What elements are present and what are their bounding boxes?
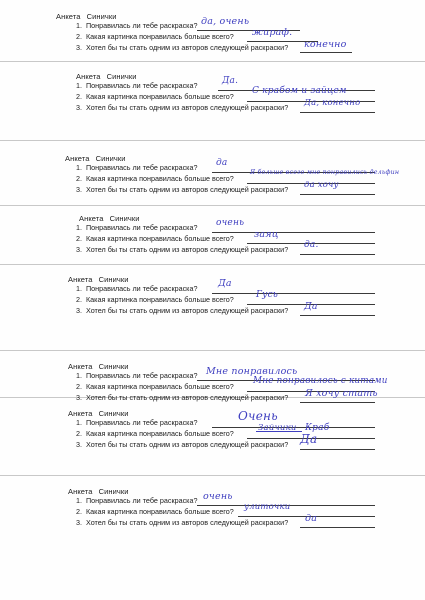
answer-1-handwriting: Да. xyxy=(222,76,239,86)
question-2 xyxy=(68,382,234,391)
questionnaire-card xyxy=(0,483,425,543)
question-text: Какая картинка понравилась больше всего? xyxy=(86,429,234,438)
answer-3-line xyxy=(300,52,352,53)
card-title-group: Синички xyxy=(98,409,129,418)
question-number: 3. xyxy=(76,518,82,527)
card-divider xyxy=(0,475,425,476)
question-1 xyxy=(68,284,197,293)
answer-2-handwriting: С крабом и зайцем xyxy=(252,86,347,96)
question-text: Хотел бы ты стать одним из авторов следующей раскраски? xyxy=(86,518,289,527)
card-title xyxy=(65,154,126,163)
question-number: 1. xyxy=(76,81,82,90)
answer-2-handwriting: Краб xyxy=(305,423,330,433)
question-2 xyxy=(68,92,234,101)
answer-2-handwriting: Я больше всего мне понравились дельфин xyxy=(250,169,400,176)
question-text: Хотел бы ты стать одним из авторов следующей раскраски? xyxy=(86,185,289,194)
answer-2-handwriting: Мне понравилось с китами xyxy=(253,376,388,386)
card-title-group: Синички xyxy=(98,275,129,284)
question-text: Хотел бы ты стать одним из авторов следующей раскраски? xyxy=(86,440,289,449)
card-title-label: Анкета xyxy=(56,12,81,21)
answer-3-line xyxy=(300,254,375,255)
card-title xyxy=(68,409,129,418)
answer-2-handwriting: заяц xyxy=(254,229,279,240)
card-title xyxy=(56,12,117,21)
question-text: Понравилась ли тебе раскраска? xyxy=(86,496,198,505)
card-title-group: Синички xyxy=(106,72,137,81)
questionnaire-card xyxy=(0,271,425,331)
question-number: 2. xyxy=(76,382,82,391)
question-3 xyxy=(68,440,288,449)
question-3 xyxy=(68,245,288,254)
question-number: 2. xyxy=(76,174,82,183)
question-text: Хотел бы ты стать одним из авторов следующей раскраски? xyxy=(86,103,289,112)
question-text: Понравилась ли тебе раскраска? xyxy=(86,284,198,293)
question-number: 1. xyxy=(76,223,82,232)
question-text: Хотел бы ты стать одним из авторов следующей раскраски? xyxy=(86,43,289,52)
card-title-label: Анкета xyxy=(68,362,93,371)
card-title-group: Синички xyxy=(86,12,117,21)
question-text: Хотел бы ты стать одним из авторов следующей раскраски? xyxy=(86,306,289,315)
question-1 xyxy=(68,21,197,30)
card-title xyxy=(68,362,129,371)
answer-3-handwriting: да xyxy=(305,513,318,524)
question-number: 3. xyxy=(76,245,82,254)
question-1 xyxy=(68,163,197,172)
answer-3-line xyxy=(300,402,375,403)
card-title-label: Анкета xyxy=(68,409,93,418)
answer-1-line xyxy=(212,293,375,294)
question-number: 1. xyxy=(76,21,82,30)
question-text: Какая картинка понравилась больше всего? xyxy=(86,32,234,41)
question-text: Какая картинка понравилась больше всего? xyxy=(86,507,234,516)
question-3 xyxy=(68,518,288,527)
answer-1-handwriting: очень xyxy=(203,491,233,502)
card-title xyxy=(76,72,137,81)
answer-3-handwriting: конечно xyxy=(304,39,347,50)
question-number: 3. xyxy=(76,43,82,52)
question-number: 3. xyxy=(76,185,82,194)
answer-3-line xyxy=(300,194,375,195)
card-title-group: Синички xyxy=(98,487,129,496)
card-title xyxy=(79,214,140,223)
question-number: 2. xyxy=(76,32,82,41)
question-text: Какая картинка понравилась больше всего? xyxy=(86,174,234,183)
answer-3-line xyxy=(300,527,375,528)
question-text: Понравилась ли тебе раскраска? xyxy=(86,223,198,232)
question-2 xyxy=(68,295,234,304)
answer-1-handwriting: да xyxy=(216,158,228,168)
question-text: Понравилась ли тебе раскраска? xyxy=(86,21,198,30)
question-text: Понравилась ли тебе раскраска? xyxy=(86,371,198,380)
card-title-label: Анкета xyxy=(68,275,93,284)
question-number: 2. xyxy=(76,295,82,304)
answer-1-handwriting: да, очень xyxy=(201,16,250,27)
question-text: Какая картинка понравилась больше всего? xyxy=(86,234,234,243)
question-text: Понравилась ли тебе раскраска? xyxy=(86,81,198,90)
question-1 xyxy=(68,371,197,380)
question-3 xyxy=(68,185,288,194)
question-text: Понравилась ли тебе раскраска? xyxy=(86,163,198,172)
answer-3-line xyxy=(300,449,375,450)
card-title-label: Анкета xyxy=(65,154,90,163)
question-number: 1. xyxy=(76,284,82,293)
card-divider xyxy=(0,350,425,351)
question-2 xyxy=(68,507,234,516)
question-3 xyxy=(68,43,288,52)
answer-1-handwriting: Мне понравилось xyxy=(206,366,298,377)
question-1 xyxy=(68,418,197,427)
question-2 xyxy=(68,429,234,438)
answer-2-handwriting: улиточки xyxy=(244,502,291,512)
questionnaire-card xyxy=(0,150,425,210)
answer-3-handwriting: Да xyxy=(300,432,318,446)
question-text: Хотел бы ты стать одним из авторов следующей раскраски? xyxy=(86,245,289,254)
answer-3-handwriting: Я хочу стать xyxy=(305,388,378,399)
answer-3-handwriting: Да, конечно xyxy=(304,98,361,108)
question-number: 2. xyxy=(76,234,82,243)
answer-1-handwriting: очень xyxy=(216,218,245,228)
answer-1-handwriting: Да xyxy=(218,278,232,289)
question-2 xyxy=(68,234,234,243)
card-title-label: Анкета xyxy=(68,487,93,496)
card-title-label: Анкета xyxy=(76,72,101,81)
question-3 xyxy=(68,306,288,315)
answer-3-handwriting: да. xyxy=(304,240,319,250)
question-number: 1. xyxy=(76,163,82,172)
answer-1-handwriting: Очень xyxy=(238,409,278,423)
question-2 xyxy=(68,174,234,183)
question-text: Какая картинка понравилась больше всего? xyxy=(86,295,234,304)
answer-2-struck-word: Зайчики xyxy=(258,423,297,433)
card-title xyxy=(68,275,129,284)
card-title-label: Анкета xyxy=(79,214,104,223)
question-1 xyxy=(68,223,197,232)
question-text: Понравилась ли тебе раскраска? xyxy=(86,418,198,427)
question-1 xyxy=(68,81,197,90)
answer-3-line xyxy=(300,112,375,113)
question-text: Какая картинка понравилась больше всего? xyxy=(86,382,234,391)
question-number: 1. xyxy=(76,496,82,505)
question-text: Хотел бы ты стать одним из авторов следующей раскраски? xyxy=(86,393,289,402)
question-number: 3. xyxy=(76,103,82,112)
question-3 xyxy=(68,103,288,112)
answer-2-handwriting: жираф. xyxy=(252,27,293,38)
questionnaire-card xyxy=(0,405,425,465)
question-number: 3. xyxy=(76,306,82,315)
card-divider xyxy=(0,140,425,141)
answer-3-line xyxy=(300,315,375,316)
question-2 xyxy=(68,32,234,41)
answer-3-handwriting: Да xyxy=(304,301,318,312)
question-number: 3. xyxy=(76,440,82,449)
question-number: 2. xyxy=(76,92,82,101)
card-title-group: Синички xyxy=(109,214,140,223)
strikethrough-mark xyxy=(256,431,302,432)
card-title-group: Синички xyxy=(98,362,129,371)
answer-2-handwriting: Гусь xyxy=(256,290,278,300)
questionnaire-card xyxy=(0,8,425,68)
question-number: 2. xyxy=(76,429,82,438)
card-title-group: Синички xyxy=(95,154,126,163)
question-number: 3. xyxy=(76,393,82,402)
question-number: 1. xyxy=(76,418,82,427)
question-text: Какая картинка понравилась больше всего? xyxy=(86,92,234,101)
card-title xyxy=(68,487,129,496)
answer-3-handwriting: да хочу xyxy=(304,180,339,190)
questionnaire-card xyxy=(0,210,425,270)
question-number: 1. xyxy=(76,371,82,380)
answer-1-line xyxy=(212,232,375,233)
questionnaire-card xyxy=(0,68,425,128)
question-number: 2. xyxy=(76,507,82,516)
question-3 xyxy=(68,393,288,402)
question-1 xyxy=(68,496,197,505)
